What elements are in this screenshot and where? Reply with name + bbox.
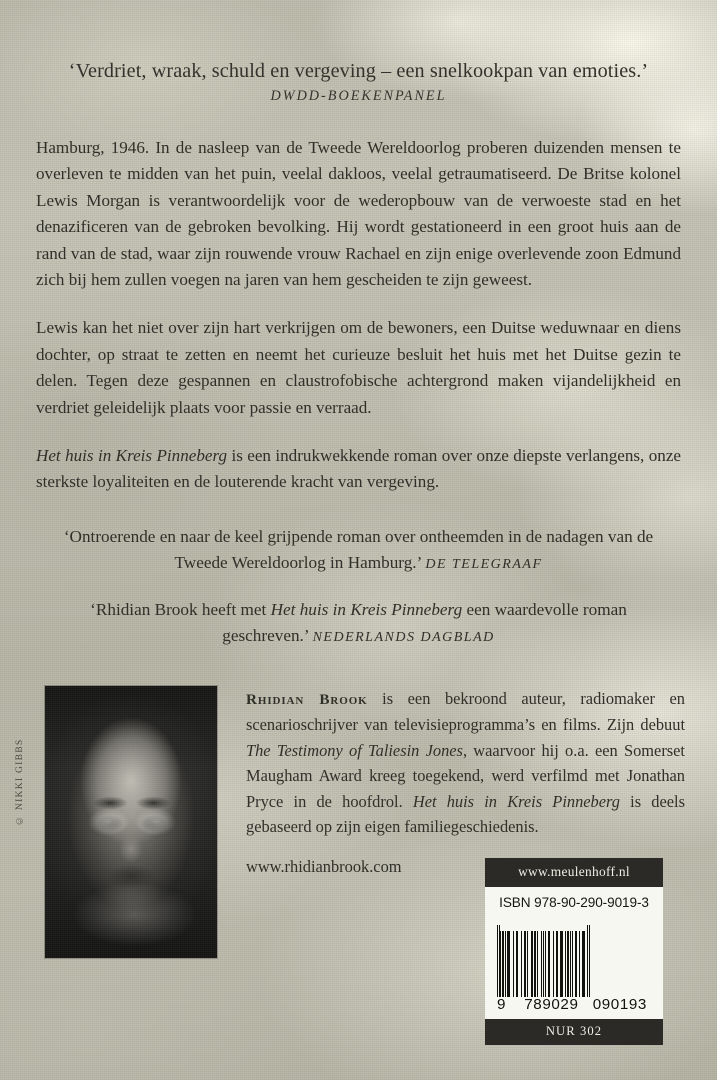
barcode-lead-digit: 9 bbox=[497, 996, 507, 1013]
top-pull-quote-source: DWDD-BOEKENPANEL bbox=[270, 88, 447, 104]
author-bio bbox=[246, 686, 685, 839]
portrait-grain-overlay bbox=[45, 686, 217, 958]
review-quote-1-source: DE TELEGRAAF bbox=[425, 556, 543, 572]
author-bio-part-1: is een bekroond auteur, radiomaker en scenarioschrijver van televisieprogramma’s en films. Zijn debuut bbox=[246, 689, 685, 735]
author-name: Rhidian Brook bbox=[246, 691, 368, 708]
review-quotes bbox=[48, 524, 669, 650]
review-quote-2 bbox=[48, 597, 669, 650]
author-debut-title: The Testimony of Taliesin Jones bbox=[246, 740, 463, 760]
barcode-right-group: 090193 bbox=[592, 996, 647, 1013]
review-quote-2-source: NEDERLANDS DAGBLAD bbox=[312, 629, 495, 645]
barcode-digits bbox=[497, 996, 651, 1013]
novel-title-italic: Het huis in Kreis Pinneberg bbox=[36, 446, 228, 466]
review-quote-1 bbox=[48, 524, 669, 577]
publisher-website-banner[interactable]: www.meulenhoff.nl bbox=[485, 858, 663, 887]
nur-code-banner: NUR 302 bbox=[485, 1019, 663, 1045]
review-quote-2-title: Het huis in Kreis Pinneberg bbox=[270, 600, 463, 620]
barcode-block bbox=[485, 858, 663, 1045]
author-bio-part-2: , waarvoor hij o.a. een Somerset Maugham Award kreeg toegekend, werd verfilmd met Jonathan Pryce in de hoofdrol. bbox=[246, 740, 685, 811]
author-portrait-photo bbox=[45, 686, 217, 958]
blurb-paragraph-3 bbox=[36, 443, 681, 496]
blurb-paragraph-1: Hamburg, 1946. In de nasleep van de Tweede Wereldoorlog proberen duizenden mensen te overleven te midden van het puin, veelal dakloos, veelal getraumatiseerd. De Britse kolonel Lewis Morgan is verantwoordelijk voor de wederopbouw van de verwoeste stad en het denazificeren van de gebroken bevolking. Hij wordt gestationeerd in een groot huis aan de rand van de stad, waar zijn rouwende vrouw Rachael en zijn enige overlevende zoon Edmund zich bij hem zullen voegen na jaren van hem gescheiden te zijn geweest. bbox=[36, 138, 681, 290]
closing-paragraph-rest: is een indrukwekkende roman over onze diepste verlangens, onze sterkste loyaliteiten en de louterende kracht van vergeving. bbox=[36, 446, 681, 492]
barcode-bars bbox=[497, 919, 651, 997]
review-quote-2-open: ‘Rhidian Brook heeft met bbox=[90, 600, 271, 620]
blurb-text bbox=[36, 135, 681, 496]
author-bio-part-3: is deels gebaseerd op zijn eigen familiegeschiedenis. bbox=[246, 791, 685, 837]
barcode-panel bbox=[485, 887, 663, 1019]
top-pull-quote: ‘Verdriet, wraak, schuld en vergeving – een snelkookpan van emoties.’ bbox=[68, 60, 649, 82]
author-novel-title: Het huis in Kreis Pinneberg bbox=[412, 791, 620, 811]
photo-credit: © NIKKI GIBBS bbox=[14, 738, 25, 826]
barcode-left-group: 789029 bbox=[524, 996, 579, 1013]
blurb-paragraph-2: Lewis kan het niet over zijn hart verkrijgen om de bewoners, een Duitse weduwnaar en diens dochter, op straat te zetten en neemt het curieuze besluit het huis met het Duitse gezin te delen. Tegen deze gespannen en claustrofobische achtergrond maken vijandelijkheid en verdriet geleidelijk plaats voor passie en verraad. bbox=[36, 318, 681, 417]
review-quote-1-text: ‘Ontroerende en naar de keel grijpende roman over ontheemden in de nadagen van de Tweede Wereldoorlog in Hamburg.’ bbox=[63, 527, 654, 572]
isbn-label: ISBN 978-90-290-9019-3 bbox=[499, 895, 649, 910]
review-quote-2-close: een waardevolle roman geschreven.’ bbox=[222, 600, 627, 645]
author-website-url[interactable]: www.rhidianbrook.com bbox=[246, 857, 402, 876]
